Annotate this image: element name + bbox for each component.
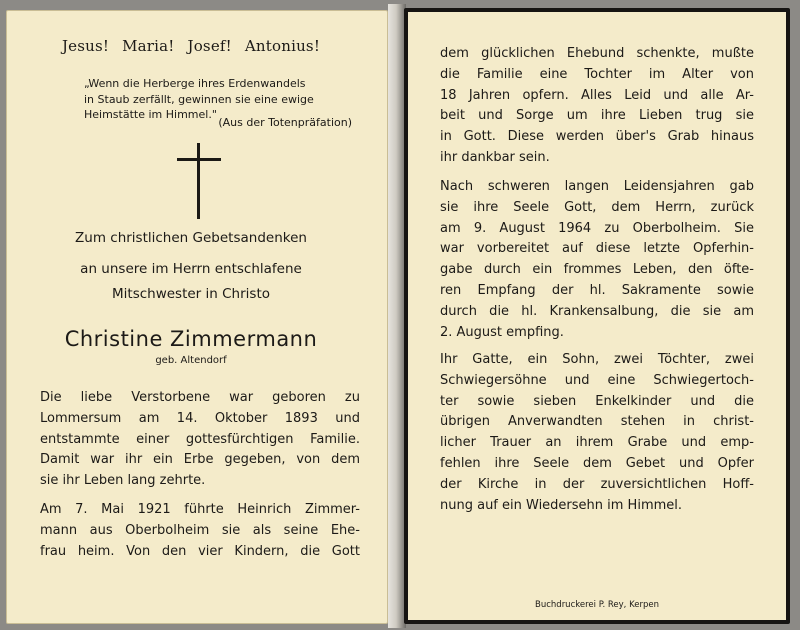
text-line: Damit war ihr ein Erbe gegeben, von dem	[40, 452, 360, 468]
quote-source: (Aus der Totenpräfation)	[218, 116, 352, 129]
text-line: übrigen Anverwandten stehen in christ-	[440, 414, 754, 430]
text-line: nung auf ein Wiedersehn im Himmel.	[440, 497, 683, 513]
text-line: Die liebe Verstorbene war geboren zu	[40, 390, 360, 405]
text-line: ren Empfang der hl. Sakramente sowie	[440, 282, 754, 298]
text-line: Nach schweren langen Leidensjahren gab	[440, 179, 754, 194]
text-line: fehlen ihre Seele dem Gebet und Opfer	[440, 455, 754, 471]
cross-vertical-bar	[197, 143, 200, 219]
marriage-paragraph	[40, 500, 360, 562]
text-line: am 9. August 1964 zu Oberbolheim. Sie	[440, 220, 754, 236]
dedication-line: Zum christlichen Gebetsandenken	[75, 230, 307, 246]
text-line: 2. August empfing.	[440, 324, 564, 340]
family-paragraph	[440, 44, 754, 169]
text-line: sie ihr Leben lang zehrte.	[40, 473, 206, 489]
text-line: dem glücklichen Ehebund schenkte, mußte	[440, 46, 754, 61]
deceased-name: Christine Zimmermann	[64, 327, 318, 351]
text-line: die Familie eine Tochter im Alter von	[440, 66, 754, 82]
text-line: in Gott. Diese werden über's Grab hinaus	[440, 129, 754, 145]
text-line: beit und Sorge um ihre Lieben trug sie	[440, 108, 754, 124]
text-line: entstammte einer gottesfürchtigen Familie.	[40, 431, 360, 447]
cross-horizontal-bar	[177, 158, 221, 161]
quote-line: „Wenn die Herberge ihres Erdenwandels	[84, 77, 306, 90]
death-paragraph	[440, 177, 754, 343]
text-line: 18 Jahren opfern. Alles Leid und alle Ar-	[440, 87, 754, 103]
text-line: Am 7. Mai 1921 führte Heinrich Zimmer-	[40, 502, 360, 517]
text-line: frau heim. Von den vier Kindern, die Gott	[40, 543, 360, 559]
dedication-line: Mitschwester in Christo	[112, 286, 270, 302]
quote-line: Heimstätte im Himmel."	[84, 108, 217, 121]
quote-line: in Staub zerfällt, gewinnen sie eine ewige	[84, 92, 314, 106]
biography-paragraph	[40, 388, 360, 492]
text-line: Ihr Gatte, ein Sohn, zwei Töchter, zwei	[440, 352, 754, 367]
text-line: der Kirche in der zuversichtlichen Hoff-	[440, 476, 754, 492]
text-line: durch die hl. Krankensalbung, die sie am	[440, 303, 754, 319]
text-line: war vorbereitet auf diese letzte Opferhin-	[440, 241, 754, 257]
mourners-paragraph	[440, 350, 754, 516]
text-line: gabe durch ein frommes Leben, den öfte-	[440, 262, 754, 278]
printer-imprint: Buchdruckerei P. Rey, Kerpen	[535, 600, 659, 610]
text-line: sie ihre Seele Gott, dem Herrn, zurück	[440, 199, 754, 215]
text-line: ihr dankbar sein.	[440, 149, 550, 165]
saints-invocation: Jesus! Maria! Josef! Antonius!	[61, 37, 321, 55]
text-line: Lommersum am 14. Oktober 1893 und	[40, 410, 360, 426]
text-line: ter sowie sieben Enkelkinder und die	[440, 393, 754, 409]
dedication-line: an unsere im Herrn entschlafene	[80, 261, 302, 277]
maiden-name: geb. Altendorf	[155, 355, 227, 366]
text-line: licher Trauer an ihrem Grabe und emp-	[440, 435, 754, 451]
text-line: Schwiegersöhne und eine Schwiegertoch-	[440, 372, 754, 388]
text-line: mann aus Oberbolheim sie als seine Ehe-	[40, 522, 360, 538]
